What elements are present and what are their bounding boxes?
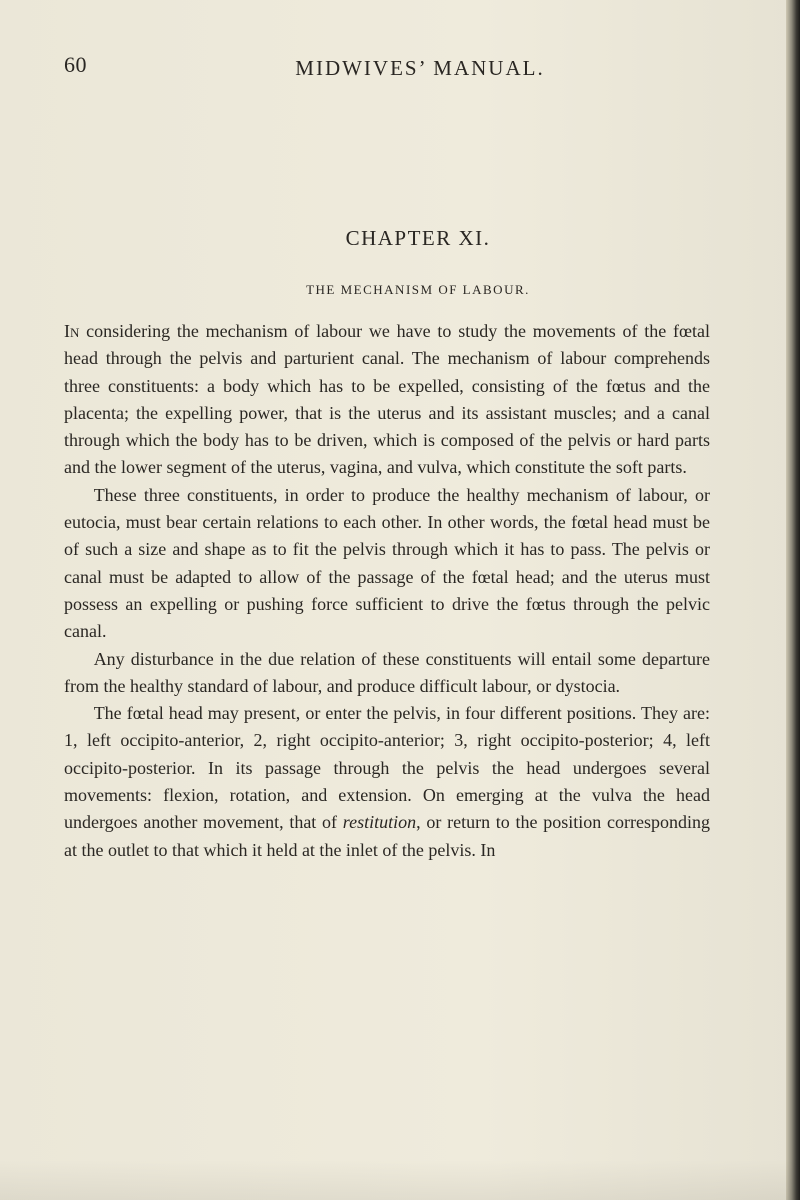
running-head: MIDWIVES’ MANUAL. xyxy=(295,56,545,80)
section-title: THE MECHANISM OF LABOUR. xyxy=(306,282,530,297)
paragraph-2: These three constituents, in order to produce the healthy mechanism of labour, or eutocia, must bear certain relations to each other. In other words, the fœtal head must be of such a size and shape as to fit the pelvis through which it has to pass. The pelvis or canal must be adapted to allow of the passage of the fœtal head; and the uterus must possess an expelling or pushing force sufficient to drive the fœtus through the pelvic canal. xyxy=(64,484,710,642)
paragraph-lead: In xyxy=(64,321,80,341)
page-number: 60 xyxy=(64,52,87,77)
paragraph-4-text-a: The fœtal head may present, or enter the pelvis, in four different positions. They are: 1, left occipito-anterior, 2, right occipito-anterior; 3, right occipito-posterior; 4, left occipito-posterior. In its passage through the pelvis the head undergoes several movements: flexion, rotation, and extension. On emerging at the vulva the head undergoes another movement, that of xyxy=(64,703,710,833)
paragraph-4-emphasis: restitution xyxy=(342,812,417,833)
paragraph-4 xyxy=(64,700,710,864)
paragraph-1-text: considering the mechanism of labour we have to study the movements of the fœtal head through the pelvis and parturient canal. The mechanism of labour comprehends three constituents: a body which has to be expelled, consisting of the fœtus and the placenta; the expelling power, that is the uterus and its assistant muscles; and a canal through which the body has to be driven, which is composed of the pelvis or hard parts and the lower segment of the uterus, vagina, and vulva, which constitute the soft parts. xyxy=(64,321,710,478)
paragraph-3: Any disturbance in the due relation of these constituents will entail some departure from the healthy standard of labour, and produce difficult labour, or dystocia. xyxy=(64,648,710,696)
binding-edge xyxy=(786,0,800,1200)
page-shadow xyxy=(0,1160,800,1200)
body-text xyxy=(64,318,710,864)
chapter-title: CHAPTER XI. xyxy=(345,226,491,250)
paragraph-1 xyxy=(64,318,710,482)
paragraph-4-text-b: , or return to the position corresponding at the outlet to that which it held at the inlet of the pelvis. In xyxy=(64,812,710,860)
